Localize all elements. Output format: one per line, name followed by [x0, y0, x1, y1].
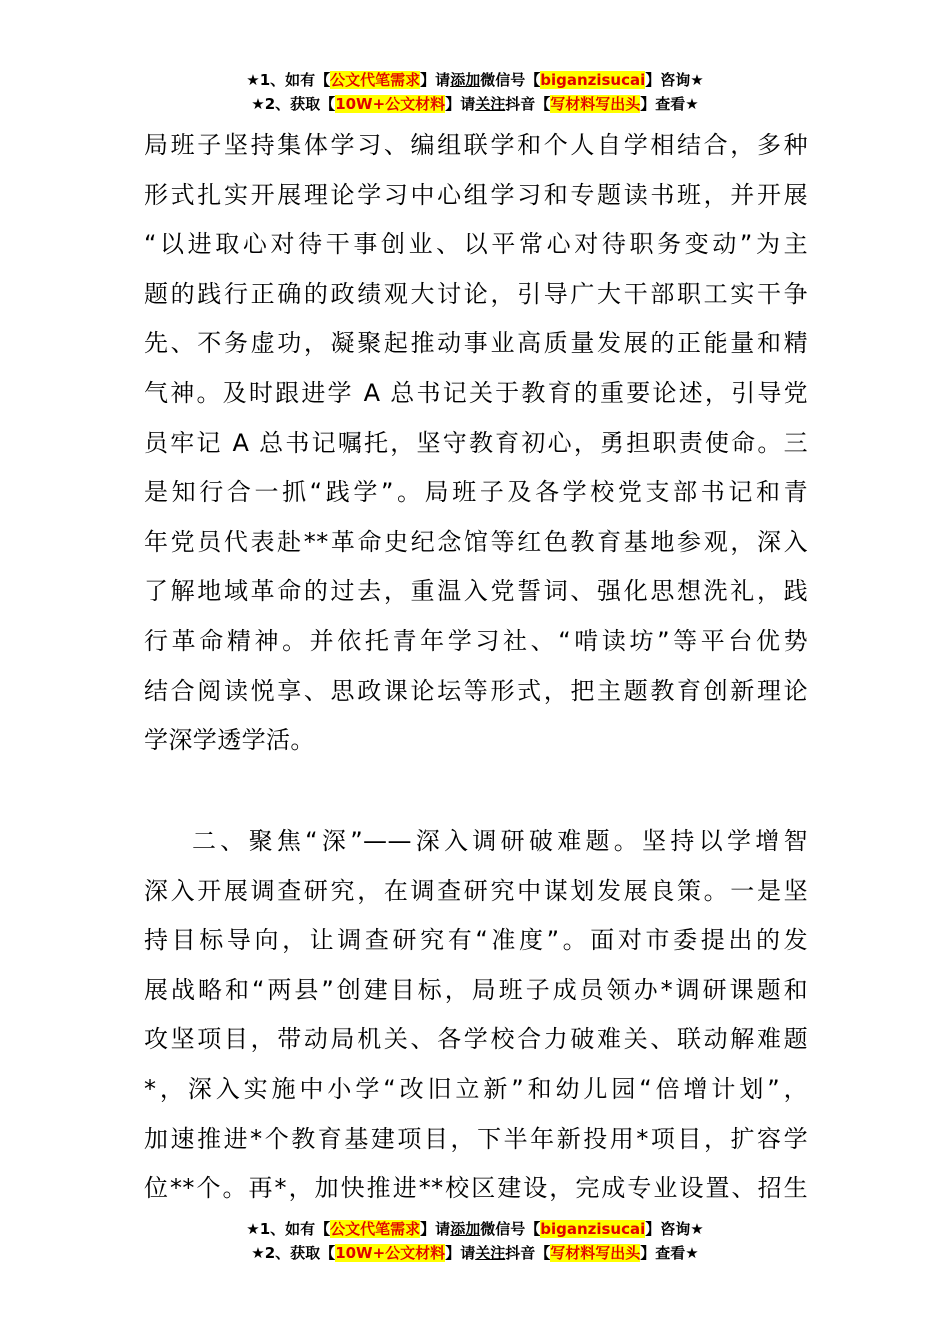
- banner-text: 】请: [420, 1220, 451, 1238]
- text-line: 是知行合一抓“践学”。局班子及各学校党支部书记和青: [144, 478, 808, 507]
- text-line: 行革命精神。并依托青年学习社、“啃读坊”等平台优势: [144, 626, 808, 655]
- highlight-text: biganzisucai: [540, 71, 646, 89]
- banner-line-1: [0, 1217, 950, 1241]
- underlined-text: 添加: [450, 71, 481, 89]
- top-banner: [0, 68, 950, 116]
- text-line: 题的践行正确的政绩观大讨论，引导广大干部职工实干争: [144, 279, 808, 308]
- banner-text: 】请: [420, 71, 451, 89]
- text-line: 二、聚焦“深”——深入调研破难题。坚持以学增智: [192, 827, 808, 855]
- highlight-text: 10W+公文材料: [335, 95, 446, 113]
- underlined-text: 关注: [475, 95, 506, 113]
- banner-text: 抖音【: [505, 1244, 551, 1262]
- banner-text: ★2、获取【: [251, 95, 336, 113]
- text-line: 加速推进*个教育基建项目，下半年新投用*项目，扩容学: [144, 1124, 808, 1153]
- banner-line-2: [0, 92, 950, 116]
- text-line: 年党员代表赴**革命史纪念馆等红色教育基地参观，深入: [144, 527, 808, 556]
- text-line: 形式扎实开展理论学习中心组学习和专题读书班，并开展: [144, 180, 808, 209]
- text-line: 持目标导向，让调查研究有“准度”。面对市委提出的发: [144, 926, 808, 955]
- banner-text: 】咨询★: [645, 71, 704, 89]
- paragraph-2: [144, 817, 808, 1214]
- highlight-text: 写材料写出头: [550, 1244, 641, 1262]
- text-line: 深入开展调查研究，在调查研究中谋划发展良策。一是坚: [144, 876, 808, 905]
- highlight-text: 写材料写出头: [550, 95, 641, 113]
- banner-text: 微信号【: [480, 71, 541, 89]
- text-line: 学深学透学活。: [144, 726, 315, 755]
- underlined-text: 添加: [450, 1220, 481, 1238]
- banner-text: 】请: [445, 95, 476, 113]
- banner-text: ★1、如有【: [246, 1220, 331, 1238]
- banner-text: ★2、获取【: [251, 1244, 336, 1262]
- text-line: 了解地域革命的过去，重温入党誓词、强化思想洗礼，践: [144, 577, 808, 606]
- text-line: 结合阅读悦享、思政课论坛等形式，把主题教育创新理论: [144, 676, 808, 705]
- banner-line-1: [0, 68, 950, 92]
- text-line: *，深入实施中小学“改旧立新”和幼儿园“倍增计划”，: [144, 1074, 808, 1103]
- highlight-text: 10W+公文材料: [335, 1244, 446, 1262]
- banner-text: 】请: [445, 1244, 476, 1262]
- highlight-text: biganzisucai: [540, 1220, 646, 1238]
- text-line: 位**个。再*，加快推进**校区建设，完成专业设置、招生: [144, 1174, 808, 1203]
- highlight-text: 公文代笔需求: [330, 1220, 421, 1238]
- text-line: 员牢记 A 总书记嘱托，坚守教育初心，勇担职责使命。三: [144, 428, 808, 457]
- banner-line-2: [0, 1241, 950, 1265]
- banner-text: 】查看★: [640, 95, 699, 113]
- banner-text: ★1、如有【: [246, 71, 331, 89]
- text-line: 攻坚项目，带动局机关、各学校合力破难关、联动解难题: [144, 1025, 808, 1054]
- banner-text: 】查看★: [640, 1244, 699, 1262]
- text-line: 展战略和“两县”创建目标，局班子成员领办*调研课题和: [144, 975, 808, 1004]
- banner-text: 】咨询★: [645, 1220, 704, 1238]
- banner-text: 抖音【: [505, 95, 551, 113]
- underlined-text: 关注: [475, 1244, 506, 1262]
- text-line: 先、不务虚功，凝聚起推动事业高质量发展的正能量和精: [144, 329, 808, 358]
- highlight-text: 公文代笔需求: [330, 71, 421, 89]
- text-line: 气神。及时跟进学 A 总书记关于教育的重要论述，引导党: [144, 378, 808, 407]
- banner-text: 微信号【: [480, 1220, 541, 1238]
- text-line: “以进取心对待干事创业、以平常心对待职务变动”为主: [144, 230, 808, 259]
- text-line: 局班子坚持集体学习、编组联学和个人自学相结合，多种: [144, 131, 808, 159]
- paragraph-1: [144, 121, 808, 766]
- bottom-banner: [0, 1217, 950, 1265]
